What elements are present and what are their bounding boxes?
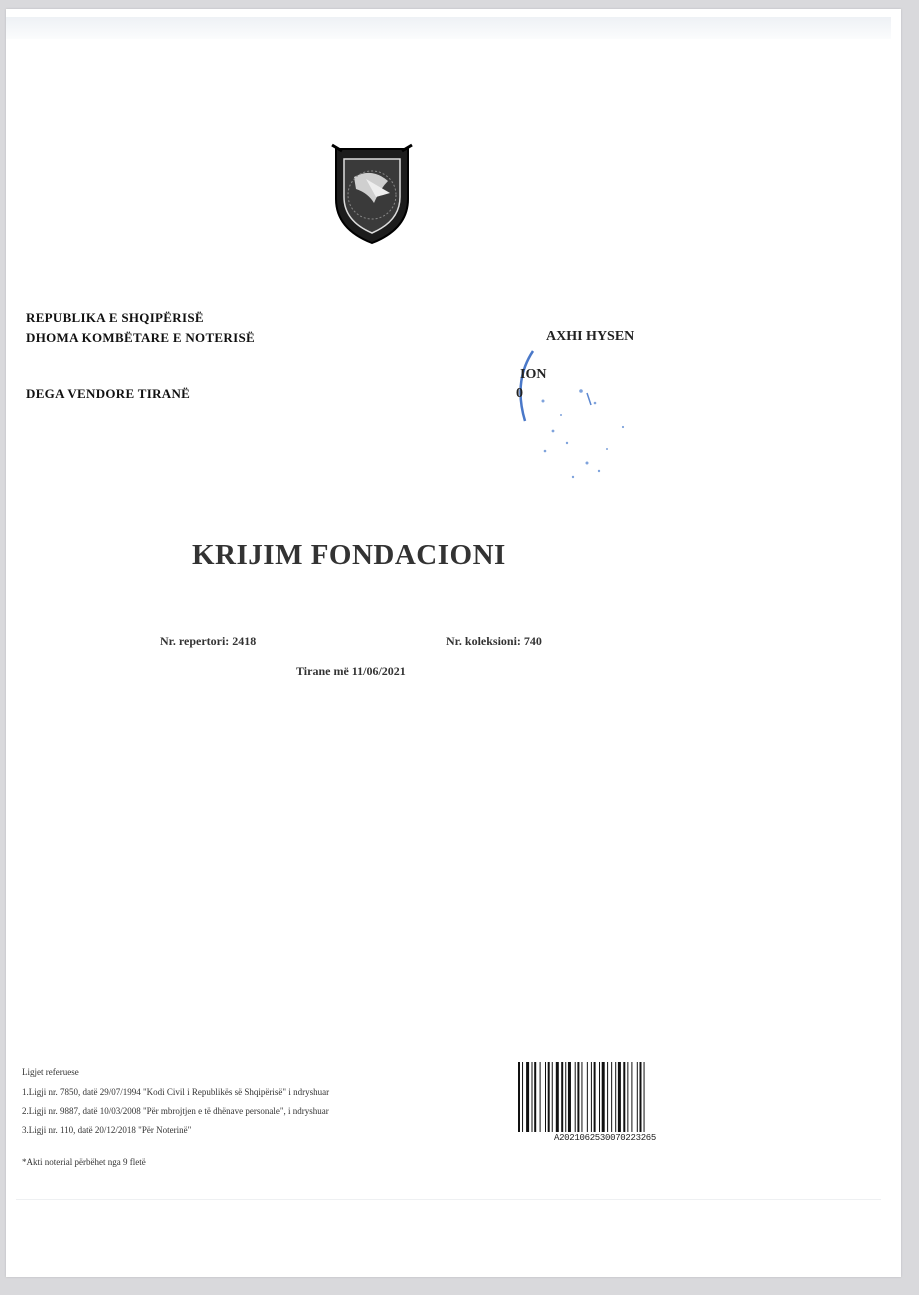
scan-top-band (6, 17, 891, 39)
notary-emblem-icon (328, 137, 416, 247)
header-republic: REPUBLIKA E SHQIPËRISË (26, 310, 204, 325)
document-title: KRIJIM FONDACIONI (192, 539, 506, 571)
document-page (6, 9, 901, 1277)
document-date: Tirane më 11/06/2021 (296, 664, 406, 678)
header-chamber: DHOMA KOMBËTARE E NOTERISË (26, 330, 255, 345)
divider (16, 1199, 881, 1200)
notary-stamp-icon (503, 331, 653, 491)
sheet-count-note: *Akti noterial përbëhet nga 9 fletë (22, 1157, 146, 1167)
koleksioni-number: Nr. koleksioni: 740 (446, 634, 542, 648)
barcode-number: A2021062530070223265 (553, 1133, 657, 1143)
stamp-line-3: 0 (516, 386, 523, 401)
repertori-number: Nr. repertori: 2418 (160, 634, 257, 648)
reference-item: 2.Ligji nr. 9887, datë 10/03/2008 "Për mbrojtjen e të dhënave personale", i ndryshuar (22, 1106, 329, 1116)
stamp-line-1: AXHI HYSEN (546, 329, 635, 344)
reference-item: 3.Ligji nr. 110, datë 20/12/2018 "Për Noterinë" (22, 1125, 192, 1135)
barcode (518, 1062, 690, 1132)
header-branch: DEGA VENDORE TIRANË (26, 386, 191, 401)
reference-item: 1.Ligji nr. 7850, datë 29/07/1994 "Kodi Civil i Republikës së Shqipërisë" i ndryshuar (22, 1087, 330, 1097)
stamp-line-2: ION (520, 367, 547, 382)
references-heading: Ligjet referuese (22, 1067, 79, 1077)
